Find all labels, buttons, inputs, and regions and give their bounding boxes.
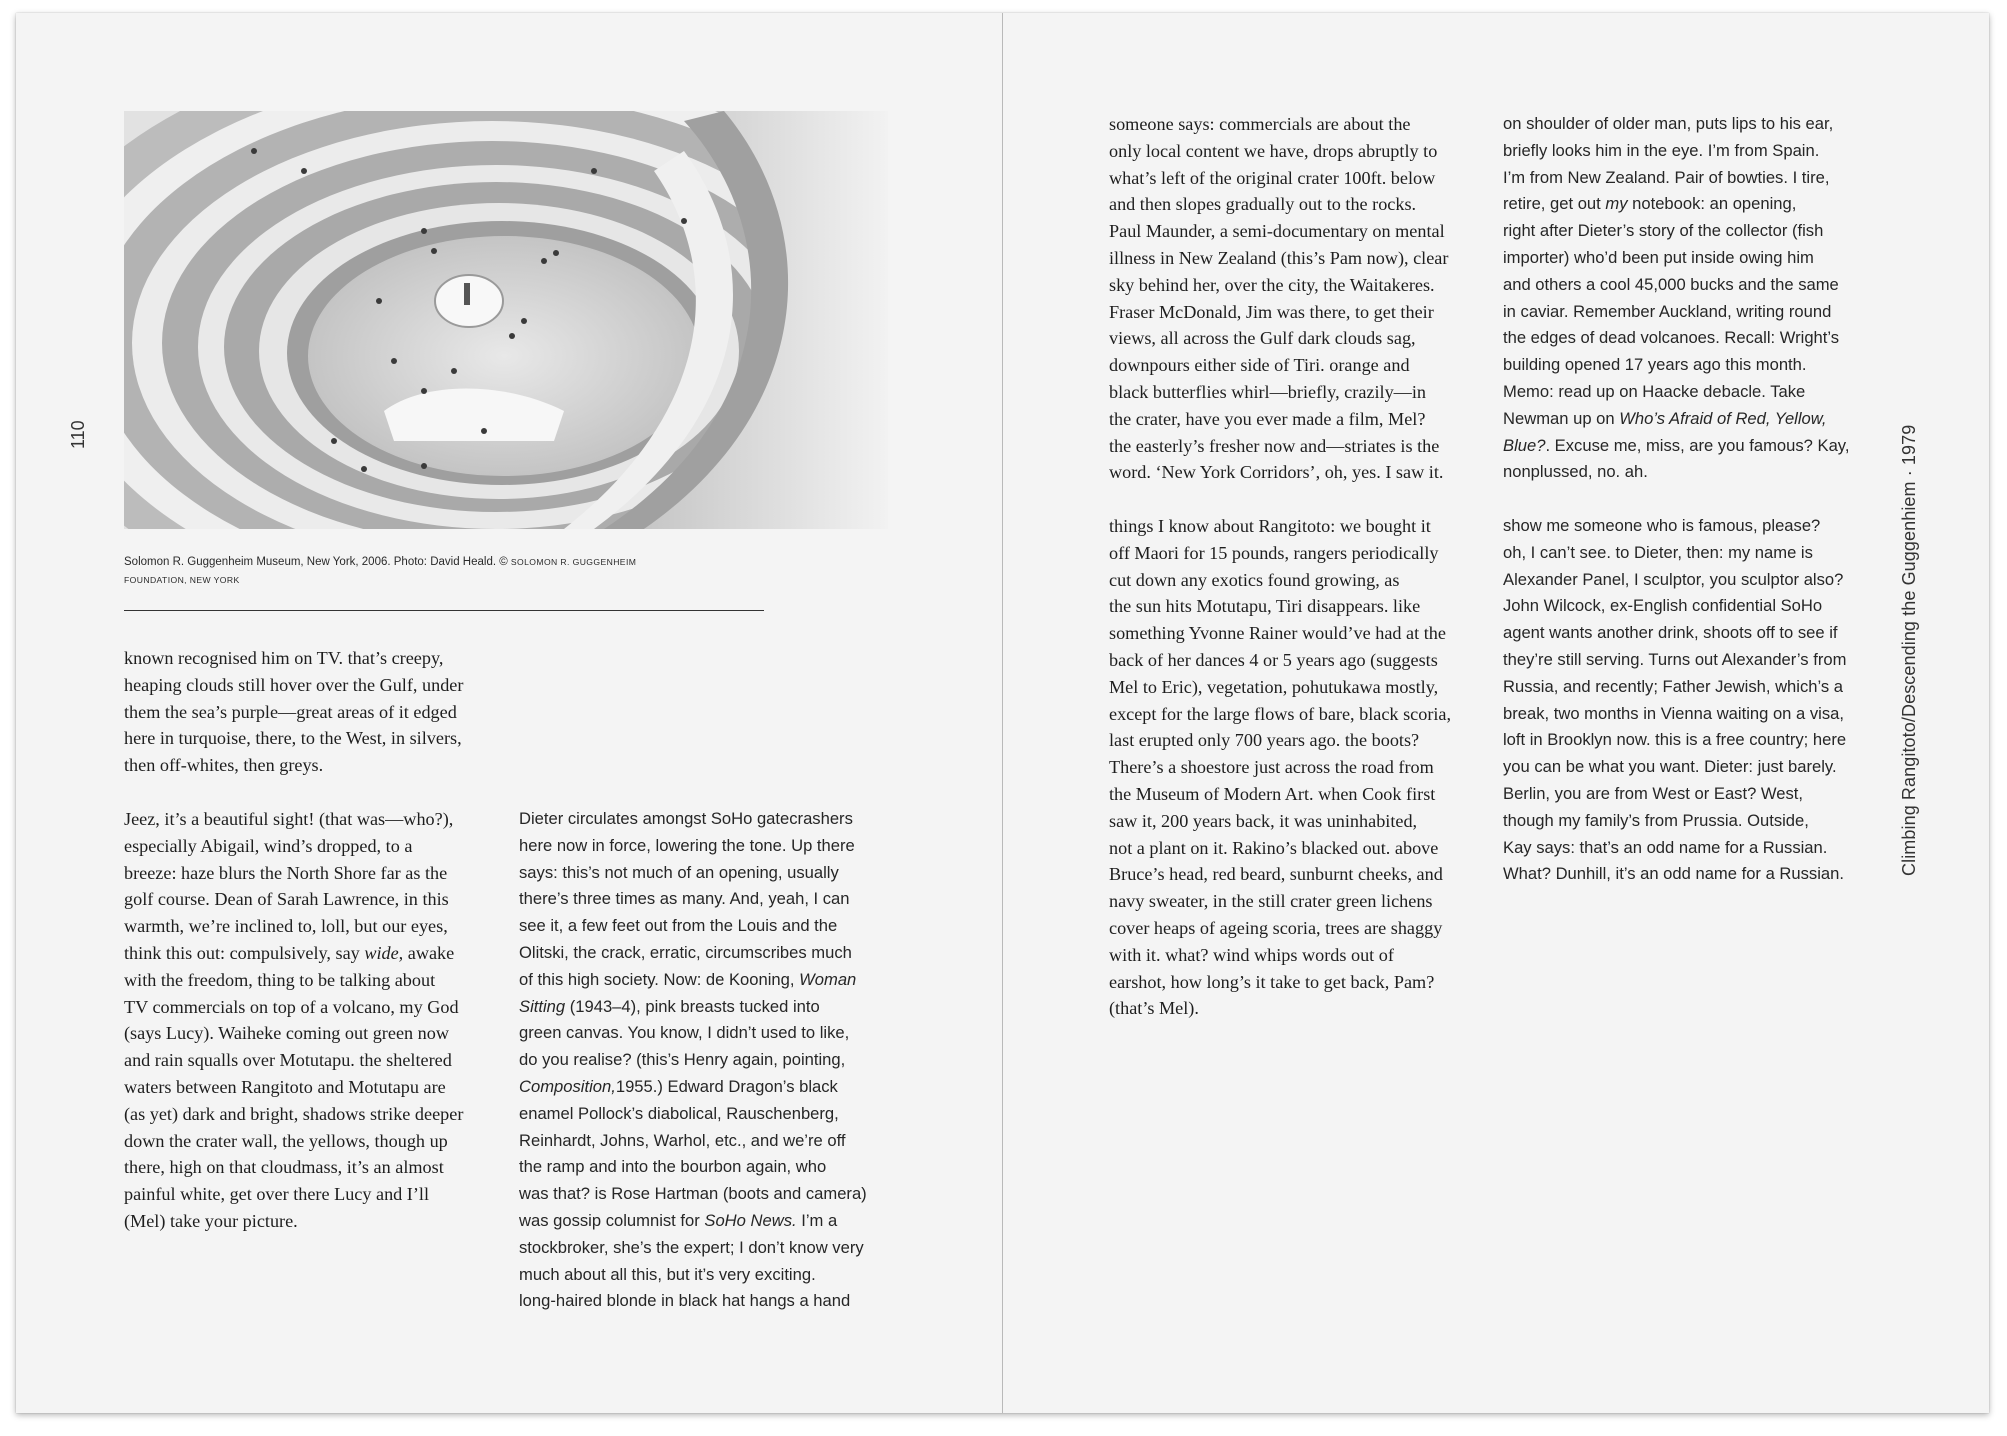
col1-top-paragraph: known recognised him on TV. that’s creepy, heaping clouds still hover over the Gulf, under them the sea’s purple—great areas of it edged here in turquoise, there, to the West, in silvers, then off-whites, then greys. (124, 648, 464, 776)
photo-caption (124, 553, 764, 589)
caption-text: Solomon R. Guggenheim Museum, New York, 2006. Photo: David Heald. © (124, 556, 511, 568)
caption-credit-line-1: SOLOMON R. GUGGENHEIM (510, 557, 637, 567)
guggenheim-photo (124, 111, 888, 529)
gutter-fold (1002, 13, 1003, 1413)
col1-text-a: Jeez, it’s a beautiful sight! (that was—who?), especially Abigail, wind’s dropped, to a breeze: haze blurs the North Shore far as the golf course. Dean of Sarah Lawrence, in this warmth, we’re inclined to, loll, but our eyes, think this out: compulsively, say (124, 809, 454, 963)
col4-text-b: notebook: an opening, right after Dieter’s story of the collector (fish importer) who’d been put inside owing him and others a cool 45,000 bucks and the same in caviar. Remember Auckland, writing round the edges of dead volcanoes. Recall: Wright’s building opened 17 years ago this month. Memo: read up on Haacke debacle. Take Newman up on (1503, 194, 1840, 428)
col2-italic-woman: Woman (799, 969, 857, 989)
running-head: Climbing Rangitoto/Descending the Guggenhiem · 1979 (1899, 424, 1919, 876)
rotunda-illustration (124, 111, 888, 529)
book-spread (16, 13, 1989, 1413)
col4-italic-title: Who’s Afraid of Red, Yellow, Blue? (1503, 408, 1827, 455)
col4-text-a: on shoulder of older man, puts lips to his ear, briefly looks him in the eye. I’m from Spain. I’m from New Zealand. Pair of bowties. I tire, retire, get out (1503, 114, 1834, 214)
col3-top-paragraph: someone says: commercials are about the only local content we have, drops abruptly to what’s left of the original crater 100ft. below and then slopes gradually out to the rocks. Paul Maunder, a semi-documentary on mental illness in New Zealand (this’s Pam now), clear sky behind her, over the city, the Waitakeres. Fraser McDonald, Jim was there, to get their views, all across the Gulf dark clouds sag, downpours either side of Tiri. orange and black butterflies whirl—briefly, crazily—in the crater, have you ever made a film, Mel? the easterly’s fresher now and—striates is the word. ‘New York Corridors’, oh, yes. I saw it. (1109, 114, 1449, 483)
col4-text-c: . Excuse me, miss, are you famous? Kay, nonplussed, no. ah. (1503, 435, 1850, 482)
caption-credit-line-2: FOUNDATION, NEW YORK (124, 575, 240, 585)
col2-italic-soho-news: SoHo News. (704, 1210, 797, 1230)
col1-text-b: awake with the freedom, thing to be talking about TV commercials on top of a volcano, my God (says Lucy). Waiheke coming out green now and rain squalls over Motutapu. the sheltered waters between Rangitoto and Motutapu are (as yet) dark and bright, shadows strike deeper down the crater wall, the yellows, though up there, high on that cloudmass, it’s an almost painful white, get over there Lucy and I’ll (Mel) take your picture. (124, 942, 464, 1231)
caption-rule (124, 610, 764, 611)
col1-italic-wide: wide, (364, 942, 404, 963)
col2-paragraph (519, 806, 867, 1315)
col1-main-paragraph (124, 806, 463, 1235)
col4-bottom-paragraph: show me someone who is famous, please? oh, I can’t see. to Dieter, then: my name is Alexander Panel, I sculptor, you sculptor also? John Wilcock, ex-English confidential SoHo agent wants another drink, shoots off to see if they’re still serving. Turns out Alexander’s from Russia, and recently; Father Jewish, which’s a break, two months in Vienna waiting on a visa, loft in Brooklyn now. this is a free country; here you can be what you want. Dieter: just barely. Berlin, you are from West or East? West, though my family’s from Prussia. Outside, Kay says: that’s an odd name for a Russian. What? Dunhill, it’s an odd name for a Russian. (1503, 516, 1847, 884)
page-number: 110 (68, 420, 88, 449)
col4-top-paragraph (1503, 111, 1849, 486)
col4-italic-my: my (1605, 194, 1628, 214)
col2-text-b: (1943–4), pink breasts tucked into green canvas. You know, I didn’t used to like, do you realise? (this’s Henry again, pointing, (519, 996, 850, 1070)
col2-text-d: I’m a stockbroker, she’s the expert; I don’t know very much about all this, but it’s very exciting. long-haired blonde in black hat hangs a hand (519, 1210, 864, 1311)
col2-text-a: Dieter circulates amongst SoHo gatecrashers here now in force, lowering the tone. Up there says: this’s not much of an opening, usually there’s three times as many. And, yeah, I can see it, a few feet out from the Louis and the Olitski, the crack, erratic, circumscribes much of this high society. Now: de Kooning, (519, 809, 855, 989)
col3-bottom-paragraph: things I know about Rangitoto: we bought it off Maori for 15 pounds, rangers periodically cut down any exotics found growing, as the sun hits Motutapu, Tiri disappears. like something Yvonne Rainer would’ve had at the back of her dances 4 or 5 years ago (suggests Mel to Eric), vegetation, pohutukawa mostly, except for the large flows of bare, black scoria, last erupted only 700 years ago. the boots? There’s a shoestore just across the road from the Museum of Modern Art. when Cook first saw it, 200 years back, it was uninhabited, not a plant on it. Rakino’s blacked out. above Bruce’s head, red beard, sunburnt cheeks, and navy sweater, in the still crater green lichens cover heaps of ageing scoria, trees are shaggy with it. what? wind whips words out of earshot, how long’s it take to get back, Pam? (that’s Mel). (1109, 516, 1452, 1019)
col2-italic-sitting: Sitting (519, 996, 566, 1016)
col2-text-c: 1955.) Edward Dragon’s black enamel Pollock’s diabolical, Rauschenberg, Reinhardt, Johns, Warhol, etc., and we’re off the ramp and into the bourbon again, who was that? is Rose Hartman (boots and camera) was gossip columnist for (519, 1076, 867, 1230)
col2-italic-composition: Composition, (519, 1076, 616, 1096)
